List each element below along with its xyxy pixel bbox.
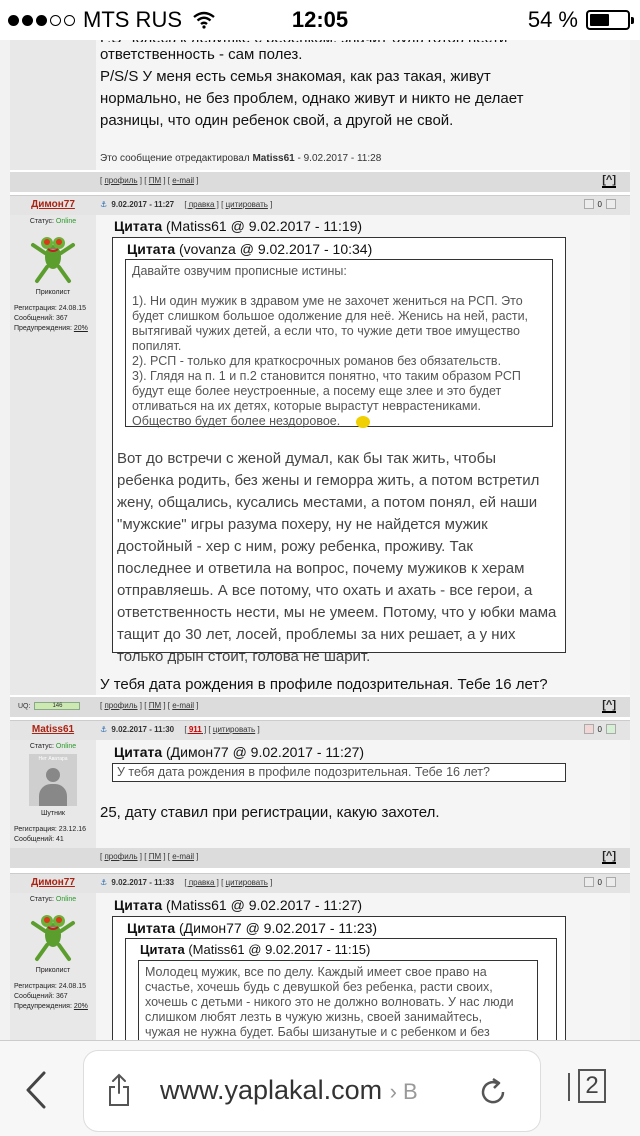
profile-link[interactable]: профиль xyxy=(104,176,138,185)
frog-avatar-icon[interactable] xyxy=(29,907,77,963)
rating-count: 0 xyxy=(597,877,602,887)
post-header: Димон77 ⚓ 9.02.2017 - 11:27 [ правка ] [ цитировать ] 0 xyxy=(10,195,630,215)
anchor-icon[interactable]: ⚓ xyxy=(100,878,108,887)
edited-note: Это сообщение отредактировал Matiss61 - 9.02.2017 - 11:28 xyxy=(100,153,382,164)
rate-up-icon[interactable] xyxy=(606,199,616,209)
reload-icon[interactable] xyxy=(476,1075,510,1109)
quote-header: Цитата (Димон77 @ 9.02.2017 - 11:23) xyxy=(127,920,378,936)
post-links-bar: [ профиль ] [ ПМ ] [ e-mail ] [^] xyxy=(10,172,630,192)
quote-text: Вот до встречи с женой думал, как бы так жить, чтобы ребенка родить, без жены и геморра жить, а потом встретил жену, общались, кусались местами, а потом понял, ей наши "мужские" игры разума похеру, ну не найдется мужик достойный - хер с ним, рожу ребенка, проживу. Так последнее и ответила на вопрос, почему мужиков к херам отправляешь. А все потому, что охать и ахать - все герои, а ответственность нести, мы не умеем. Потому, что у юбки мама тащит до 30 лет, лосей, проблемы за них решает, а у них только дрын стоит, голова не шарит. xyxy=(117,450,557,665)
pm-link[interactable]: ПМ xyxy=(148,701,162,710)
edit-link[interactable]: правка xyxy=(188,878,215,887)
post-date: 9.02.2017 - 11:27 xyxy=(111,200,175,209)
browser-toolbar xyxy=(0,1040,640,1136)
tabs-button[interactable] xyxy=(568,1067,620,1107)
post-text: У тебя дата рождения в профиле подозрительная. Тебе 16 лет? xyxy=(100,676,548,693)
quote-header: Цитата (Димон77 @ 9.02.2017 - 11:27) xyxy=(114,744,365,760)
profile-column xyxy=(10,40,96,170)
post-date: 9.02.2017 - 11:30 xyxy=(111,725,175,734)
uq-meter: UQ: 146 xyxy=(18,702,80,710)
clock: 12:05 xyxy=(291,7,349,32)
cite-link[interactable]: цитировать xyxy=(225,200,268,209)
cite-link[interactable]: цитировать xyxy=(212,725,256,734)
no-avatar-icon[interactable]: Нет Аватара xyxy=(29,754,77,806)
quote-header: Цитата (Matiss61 @ 9.02.2017 - 11:15) xyxy=(140,942,371,957)
carrier-name: MTS RUS xyxy=(83,7,182,32)
post-header: Matiss61 ⚓ 9.02.2017 - 11:30 [ 911 ] [ цитировать ] 0 xyxy=(10,720,630,740)
pm-link[interactable]: ПМ xyxy=(148,852,162,861)
scroll-top-button[interactable]: [^] xyxy=(602,174,616,186)
post-text: 25, дату ставил при регистрации, какую захотел. xyxy=(100,804,440,821)
quote-block xyxy=(112,916,566,1056)
quote-text: Молодец мужик, все по делу. Каждый имеет свое право на счастье, хочешь будь с девушкой без ребенка, расти своих, хочешь с детьми - никого это не должно волновать. У нас люди слишком любят лезть в чужую жизнь, своей занимайтесь, чужая не нужна будет. Бабы шизанутые и с ребенком и без xyxy=(145,965,514,1039)
tabs-edge-icon xyxy=(568,1073,570,1101)
post-links-bar: [ профиль ] [ ПМ ] [ e-mail ] [^] xyxy=(10,848,630,868)
user-profile: Статус: Online Приколист Регистрация: 24.08.15 Сообщений: 367 Предупреждения: 20% xyxy=(14,218,88,332)
scroll-top-button[interactable]: [^] xyxy=(602,699,616,711)
quote-header: Цитата (Matiss61 @ 9.02.2017 - 11:19) xyxy=(114,218,363,234)
share-icon[interactable] xyxy=(108,1073,130,1107)
nested-quote-block xyxy=(125,259,553,427)
status-bar xyxy=(0,0,640,40)
battery-icon xyxy=(586,10,630,30)
rating-count: 0 xyxy=(597,724,602,734)
user-profile: Статус: Online Приколист Регистрация: 24.08.15 Сообщений: 367 Предупреждения: 20% xyxy=(14,896,88,1010)
email-link[interactable]: e-mail xyxy=(172,701,195,710)
edit-link[interactable]: правка xyxy=(188,200,215,209)
pm-link[interactable]: ПМ xyxy=(148,176,162,185)
quote-header: Цитата (Matiss61 @ 9.02.2017 - 11:27) xyxy=(114,897,363,913)
rate-up-icon[interactable] xyxy=(606,877,616,887)
email-link[interactable]: e-mail xyxy=(172,852,195,861)
user-profile: Статус: Online Нет Аватара Шутник Регистрация: 23.12.16 Сообщений: 41 xyxy=(14,743,87,843)
page-margin-left xyxy=(0,0,10,1136)
quote-text: У тебя дата рождения в профиле подозрительная. Тебе 16 лет? xyxy=(117,765,490,779)
rate-down-icon[interactable] xyxy=(584,199,594,209)
email-link[interactable]: e-mail xyxy=(172,176,195,185)
quote-text: Давайте озвучим прописные истины: 1). Ни один мужик в здравом уме не захочет жениться на РСП. Это будет слишком большое одолжение для неё. Женись на ней, расти, вытягивай чужих детей, а если что, то чужие дети твое имущество попилят. 2). РСП - только для краткосрочных романов без обязательств. 3). Глядя на п. 1 и п.2 становится понятно, что таким образом РСП будут еще более неустроенные, а посему еще злее и это будет отливаться на их детях, которые вырастут неврастениками. Общество будет более нездоровое. xyxy=(132,264,529,428)
rating-link[interactable]: 911 xyxy=(188,725,202,734)
rate-down-icon[interactable] xyxy=(584,724,594,734)
profile-link[interactable]: профиль xyxy=(104,852,138,861)
post-author[interactable]: Димон77 xyxy=(31,877,75,888)
frog-avatar-icon[interactable] xyxy=(29,229,77,285)
anchor-icon[interactable]: ⚓ xyxy=(100,200,108,209)
back-arrow-icon[interactable] xyxy=(24,1071,48,1109)
post-links-bar: UQ: 146 [ профиль ] [ ПМ ] [ e-mail ] [^] xyxy=(10,697,630,717)
address-bar[interactable] xyxy=(84,1051,540,1131)
scroll-top-button[interactable]: [^] xyxy=(602,850,616,862)
rate-down-icon[interactable] xyxy=(584,877,594,887)
battery-percent: 54 % xyxy=(527,7,578,32)
post-header: Димон77 ⚓ 9.02.2017 - 11:33 [ правка ] [ цитировать ] 0 xyxy=(10,873,630,893)
rate-up-icon[interactable] xyxy=(606,724,616,734)
post-date: 9.02.2017 - 11:33 xyxy=(111,878,175,887)
post-text: ответственность - сам полез. P/S/S У меня есть семья знакомая, как раз такая, живут нормально, не без проблем, однако живут и никто не делает разницы, что один ребенок свой, а другой не свой. xyxy=(100,46,524,129)
url-text[interactable]: www.yaplakal.com › В xyxy=(160,1075,418,1105)
tab-count: 2 xyxy=(578,1069,606,1103)
quote-block xyxy=(112,763,566,782)
smiley-icon xyxy=(356,416,370,428)
edited-user[interactable]: Matiss61 xyxy=(252,153,295,164)
profile-link[interactable]: профиль xyxy=(104,701,138,710)
quote-header: Цитата (vovanza @ 9.02.2017 - 10:34) xyxy=(127,241,373,257)
anchor-icon[interactable]: ⚓ xyxy=(100,725,108,734)
cite-link[interactable]: цитировать xyxy=(225,878,268,887)
post-author[interactable]: Димон77 xyxy=(31,199,75,210)
post-author[interactable]: Matiss61 xyxy=(31,724,75,735)
rating-count: 0 xyxy=(597,199,602,209)
quote-block xyxy=(112,237,566,665)
page-margin-right xyxy=(630,0,640,1136)
